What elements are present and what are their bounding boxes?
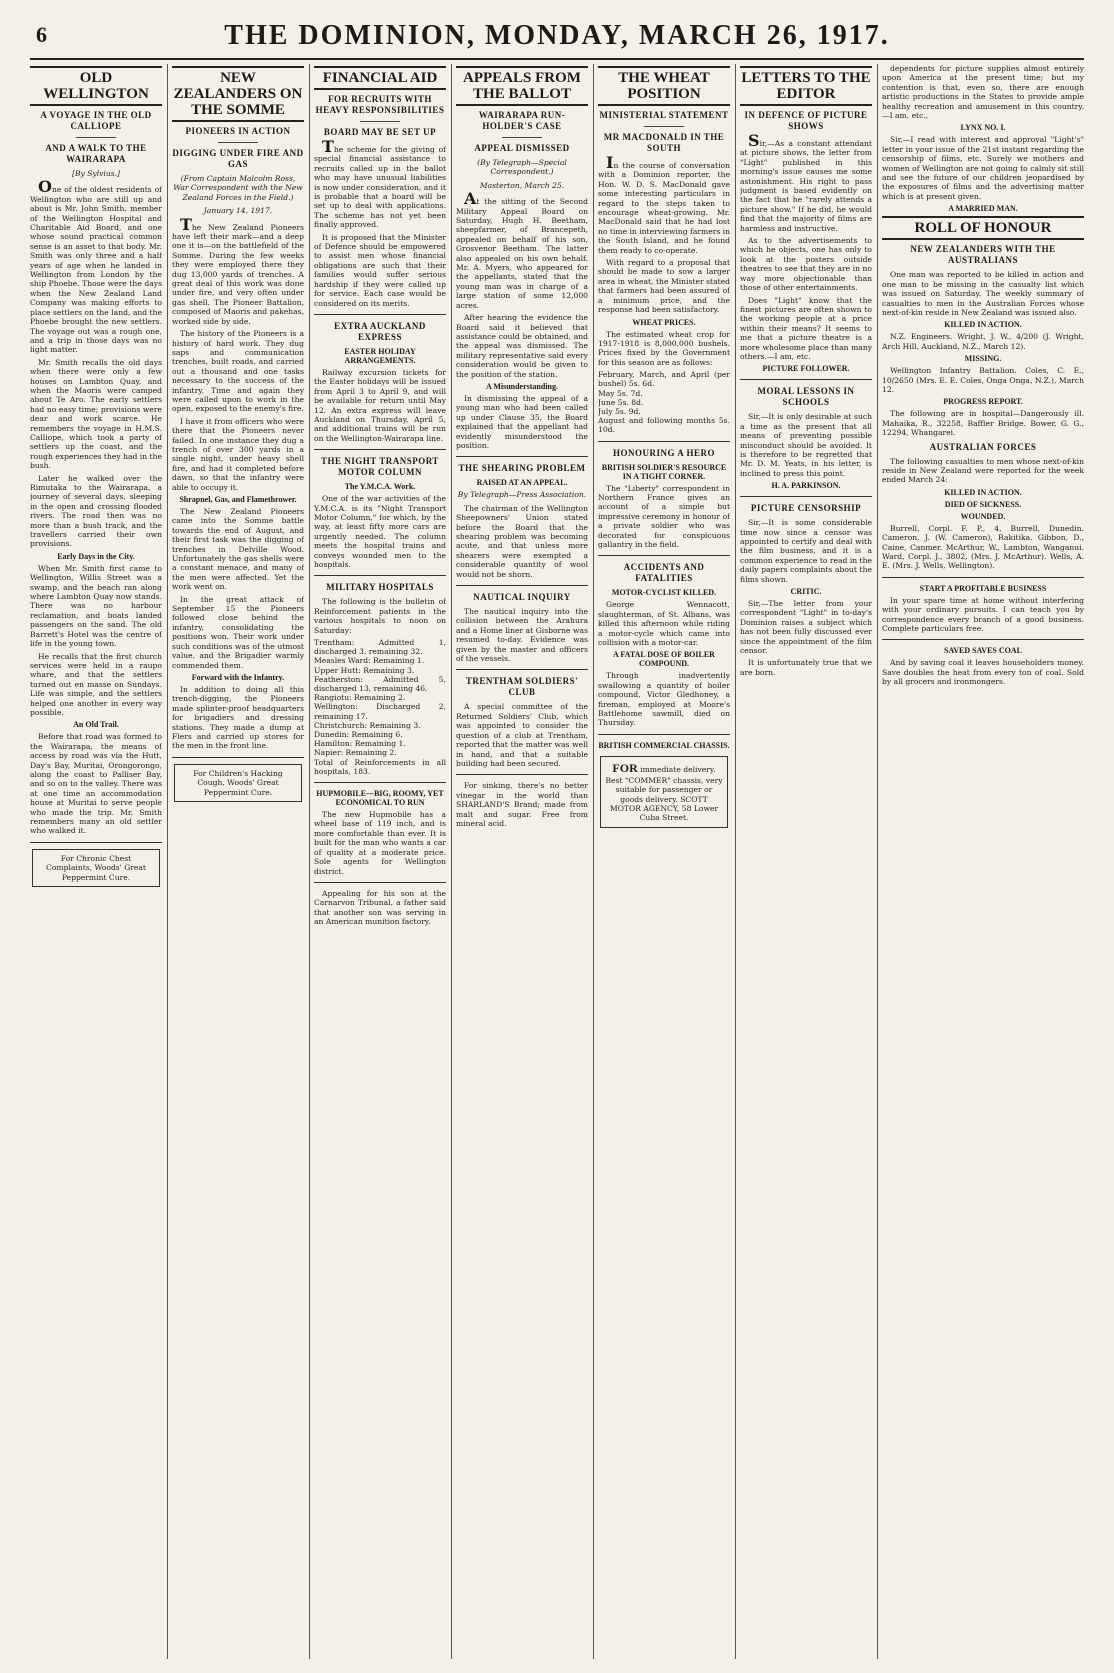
- article-subheadline: DIGGING UNDER FIRE AND GAS: [172, 148, 304, 169]
- column-4: [456, 64, 588, 1659]
- paragraph: One of the war activities of the Y.M.C.A. is its "Night Transport Motor Column," for which, by the way, at least fifty more cars are urgently needed. The column meets the hospital trains and conveys wounded men to the hospitals.: [314, 494, 446, 569]
- list-item: Total of Reinforcements in all hospitals, 183.: [314, 757, 446, 776]
- paragraph: Before that road was formed to the Wairarapa, the means of access by road was via the Hutt, Day's Bay, Muritai, Orongorongo, along the coast to Palliser Bay, and so on to the valley. There was at one time an accommodation house at Muritai to serve people who made the trip. Mr. Smith remembers many an old settler who walked it.: [30, 732, 162, 836]
- article-headline: FINANCIAL AID: [314, 66, 446, 90]
- columns: [30, 64, 1084, 1659]
- paragraph: The history of the Pioneers is a history of hard work. They dug saps and communication trenches, built roads, and carried out a thousand and one tasks necessary to the success of the infantry. Time and again they were called upon to work in the open, exposed to the enemy's fire.: [172, 329, 304, 414]
- article-subheadline: BOARD MAY BE SET UP: [323, 127, 437, 137]
- section-heading: A Misunderstanding.: [485, 381, 559, 391]
- paragraph: Sir,—It is some considerable time now since a censor was appointed to certify and deal with the film business, and it is a common experience to read in the daily papers complaints about the films shown.: [740, 518, 872, 584]
- paragraph: Sir,—It is only desirable at such a time as the present that all means of preventing possible misconduct should be avoided. It is therefore to be regretted that Mr. D. M. Yeats, in his letter, is inclined to press this point.: [740, 412, 872, 478]
- masthead: [30, 18, 1084, 60]
- paragraph: With regard to a proposal that should be made to sow a larger area in wheat, the Minister stated that farmers had been assured of a minimum price, and the response had been satisfactory.: [598, 258, 730, 315]
- divider: [314, 449, 446, 450]
- section-heading: An Old Trail.: [73, 720, 119, 730]
- newspaper-title: THE DOMINION, MONDAY, MARCH 26, 1917.: [224, 20, 890, 51]
- list-item: Christchurch: Remaining 3.: [314, 720, 421, 730]
- paragraph: Later he walked over the Rimutaka to the Wairarapa, a journey of several days, sleeping in the open and crossing flooded rivers. The road then was no more than a bush track, and the travellers carried their own provisions.: [30, 473, 162, 549]
- divider: [456, 669, 588, 670]
- advertisement-headline: SAVED SAVES COAL: [944, 646, 1022, 656]
- paragraph: The following is the bulletin of Reinforcement patients in the various hospitals to noon on Saturday:: [314, 597, 446, 635]
- signature: CRITIC.: [790, 587, 822, 597]
- paragraph: I have it from officers who were there that the Pioneers never failed. In one instance they dug a trench of over 300 yards in a single night, under heavy shell fire, and had it completed before dawn, so that the infantry were able to occupy it.: [172, 416, 304, 492]
- paragraph: For sinking, there's no better vinegar in the world than SHARLAND'S Brand; made from malt and sugar. Free from mineral acid.: [456, 781, 588, 828]
- article-headline: TRENTHAM SOLDIERS' CLUB: [465, 676, 579, 698]
- column-5: [598, 64, 730, 1659]
- paragraph: The nautical inquiry into the collision between the Arahura and a Home liner at Gisborne was resumed to-day. Evidence was given by the master and officers of the vessels.: [456, 607, 588, 664]
- article-subheadline: WAIRARAPA RUN-HOLDER'S CASE: [478, 110, 566, 131]
- section-heading: Forward with the Infantry.: [191, 672, 285, 682]
- article-headline: APPEALS FROM THE BALLOT: [456, 66, 588, 106]
- divider: [598, 555, 730, 556]
- article-subheadline: IN DEFENCE OF PICTURE SHOWS: [744, 110, 868, 131]
- paragraph: In the course of conversation with a Dominion reporter, the Hon. W. D. S. MacDonald gave some interesting particulars in regard to the steps taken to encourage wheat-growing. Mr. MacDonald said that he had lost no time in interviewing farmers in the South Island, and he found them ready to co-operate.: [598, 153, 730, 255]
- section-heading: Shrapnel, Gas, and Flamethrower.: [179, 495, 297, 504]
- advertisement: [600, 756, 728, 828]
- article-headline: MILITARY HOSPITALS: [326, 582, 434, 593]
- list-item: February, March, and April (per bushel) 5s. 6d.: [598, 370, 730, 389]
- paragraph: A special committee of the Returned Soldiers' Club, which was appointed to consider the question of a club at Trentham, reported that the matter was well in hand, and that a suitable building had been secured.: [456, 702, 588, 768]
- paragraph: The new Hupmobile has a wheel base of 119 inch, and is more comfortable than ever. It is built for the man who wants a car of quality at a moderate price. Sole agents for Wellington district.: [314, 810, 446, 876]
- paragraph: Wellington Infantry Battalion. Coles, C. E., 10/2650 (Mrs. E. E. Coles, Onga Onga, N.Z.), March 12.: [882, 366, 1084, 394]
- list-item: July 5s. 9d.: [598, 406, 641, 416]
- paragraph: In addition to doing all this trench-digging, the Pioneers made splinter-proof headquarters for brigadiers and dressing stations. They made a dump at Flers and carried up stores for the men in the front line.: [172, 684, 304, 751]
- paragraph: Through inadvertently swallowing a quantity of boiler compound, Victor Gledhoney, a fireman, employed at Moore's Battlehome sawmill, died on Thursday.: [598, 671, 730, 728]
- list-item: Wellington: Discharged 2, remaining 17.: [314, 702, 446, 721]
- article-subheadline: MOTOR-CYCLIST KILLED.: [611, 588, 717, 598]
- column-7: [882, 64, 1084, 1659]
- byline: By Telegraph—Press Association.: [457, 490, 587, 500]
- article-subheadline: FOR RECRUITS WITH HEAVY RESPONSIBILITIES: [315, 94, 445, 115]
- list-item: Measles Ward: Remaining 1.: [314, 656, 425, 666]
- paragraph: One man was reported to be killed in action and one man to be missing in the casualty list which was issued on Saturday. The weekly summary of casualties to men in the Australian Forces whose next-of-kin reside in New Zealand was issued also.: [882, 270, 1084, 317]
- section-heading: KILLED IN ACTION.: [944, 487, 1022, 497]
- byline: (From Captain Malcolm Ross, War Correspondent with the New Zealand Forces in the Field.): [173, 174, 303, 202]
- section-heading: WOUNDED.: [960, 511, 1006, 521]
- paragraph: N.Z. Engineers. Wright, J. W., 4/200 (J. Wright, Arch Hill, Auckland, N.Z., March 12).: [882, 332, 1084, 351]
- article-subheadline: APPEAL DISMISSED: [474, 143, 570, 153]
- article-subheadline: NEW ZEALANDERS WITH THE AUSTRALIANS: [910, 244, 1056, 266]
- divider: [882, 577, 1084, 578]
- divider: [740, 379, 872, 380]
- divider: [598, 734, 730, 735]
- article-subheadline: PIONEERS IN ACTION: [185, 126, 291, 136]
- list-item: Napier: Remaining 2.: [314, 748, 397, 758]
- article-headline: ACCIDENTS AND FATALITIES: [623, 562, 705, 584]
- paragraph: And by saving coal it leaves householders money. Save doubles the heat from every ton of coal. Sold by all grocers and ironmongers.: [882, 658, 1084, 687]
- paragraph: The New Zealand Pioneers have left their mark—and a deep one it is—on the battlefield of the Somme. During the few weeks they were employed there they dug 13,000 yards of trenches. A great deal of this work was done under fire, and very often under gas shell. The Pioneer Battalion, composed of Maoris and pakehas, worked side by side.: [172, 214, 304, 326]
- article-subheadline: BRITISH SOLDIER'S RESOURCE IN A TIGHT CORNER.: [601, 462, 727, 481]
- section-heading: Early Days in the City.: [57, 551, 135, 561]
- signature: A MARRIED MAN.: [948, 204, 1018, 214]
- article-subheadline: MINISTERIAL STATEMENT: [599, 110, 729, 120]
- ad-initial: FOR: [612, 760, 638, 775]
- article-headline: EXTRA AUCKLAND EXPRESS: [334, 320, 426, 342]
- list-item: August and following months 5s. 10d.: [598, 416, 730, 435]
- section-heading: WHEAT PRICES.: [632, 317, 696, 327]
- article-subheadline: A VOYAGE IN THE OLD CALLIOPE: [40, 110, 152, 131]
- article-subheadline: PICTURE CENSORSHIP: [750, 503, 862, 514]
- article-headline: HONOURING A HERO: [612, 447, 715, 458]
- paragraph: It is proposed that the Minister of Defence should be empowered to assist men whose financial obligations are such that their families would suffer serious hardship if they were called up for service. Each case would be considered on its merits.: [314, 232, 446, 308]
- article-subheadline: MORAL LESSONS IN SCHOOLS: [757, 386, 855, 408]
- divider: [314, 314, 446, 315]
- divider: [740, 496, 872, 497]
- paragraph: After hearing the evidence the Board said it believed that assistance could be obtained, and the appeal was dismissed. The military representative said every consideration would be given to the position of the station.: [456, 313, 588, 379]
- article-headline: HUPMOBILE—BIG, ROOMY, YET ECONOMICAL TO RUN: [316, 789, 444, 808]
- list-item: Trentham: Admitted 1, discharged 3, remaining 32.: [314, 638, 446, 657]
- paragraph: The chairman of the Wellington Sheepowners' Union stated before the Board that the shearing problem was becoming acute, and that unless more shearers were exempted a considerable quantity of wool would not be shorn.: [456, 503, 588, 579]
- article-headline: ROLL OF HONOUR: [882, 216, 1084, 240]
- divider: [456, 456, 588, 457]
- paragraph: In your spare time at home without interfering with your ordinary pursuits. I can teach you by correspondence every branch of a good business. Complete particulars free.: [882, 595, 1084, 634]
- divider: [76, 137, 116, 138]
- article-subheadline: RAISED AT AN APPEAL.: [476, 478, 568, 488]
- section-heading: DIED OF SICKNESS.: [944, 499, 1022, 509]
- divider: [644, 126, 684, 127]
- column-3: [314, 64, 446, 1659]
- article-headline: OLD WELLINGTON: [30, 66, 162, 106]
- divider: [360, 121, 400, 122]
- advertisement: For Children's Hacking Cough, Woods' Great Peppermint Cure.: [174, 764, 302, 802]
- column-rule: [593, 64, 594, 1659]
- divider: [314, 575, 446, 576]
- column-1: [30, 64, 162, 1659]
- list-item: Upper Hutt: Remaining 3.: [314, 665, 415, 675]
- article-headline: THE SHEARING PROBLEM: [458, 463, 586, 474]
- divider: [218, 142, 258, 143]
- dateline: Masterton, March 25.: [479, 180, 565, 190]
- paragraph: He recalls that the first church services were held in a raupo whare, and that the settlers turned out en masse on Sundays. Life was simple, and the settlers helped one another in every way possible.: [30, 651, 162, 717]
- divider: [314, 782, 446, 783]
- article-headline: THE WHEAT POSITION: [598, 66, 730, 106]
- article-subheadline: A FATAL DOSE OF BOILER COMPOUND.: [613, 650, 715, 669]
- divider: [172, 757, 304, 758]
- paragraph: Appealing for his son at the Carnarvon Tribunal, a father said that another son was serving in an American munition factory.: [314, 888, 446, 927]
- divider: [502, 137, 542, 138]
- paragraph: When Mr. Smith first came to Wellington, Willis Street was a swamp, and the beach ran along where Lambton Quay now stands. There was no harbour reclamation, and boats landed passengers on the sand. The old Barrett's Hotel was the centre of life in the young town.: [30, 563, 162, 649]
- paragraph: The scheme for the giving of special financial assistance to recruits called up in the ballot who may have unusual liabilities is now under consideration, and it is probable that a board will be set up to deal with applications. The scheme has not yet been finally approved.: [314, 137, 446, 230]
- advertisement: For Chronic Chest Complaints, Woods' Great Peppermint Cure.: [32, 849, 160, 887]
- paragraph: Does "Light" know that the finest pictures are often shown to the working people at a price within their means? It seems to me that a picture theatre is a more wholesome place than many others.—I am, etc.: [740, 295, 872, 361]
- list-item: Hamilton: Remaining 1.: [314, 739, 406, 749]
- dateline: January 14, 1917.: [203, 206, 273, 216]
- divider: [456, 585, 588, 586]
- list-item: May 5s. 7d.: [598, 388, 643, 398]
- list-item: Dunedin: Remaining 6.: [314, 730, 403, 740]
- paragraph: At the sitting of the Second Military Appeal Board on Saturday, Hugh H. Beetham, sheepfarmer, of Brancepeth, appealed on behalf of his son, Grosvenor Beetham. The latter also appealed on his own behalf. Mr. A. Myers, who appeared for the appellants, stated that the young man was in charge of a large station of some 12,000 acres.: [456, 189, 588, 310]
- paragraph: As to the advertisements to which he objects, one has only to look at the posters outside theatres to see that they are in no way more objectionable than those of other entertainments.: [740, 236, 872, 293]
- hospital-list: [314, 638, 446, 776]
- price-list: [598, 370, 730, 434]
- paragraph: Sir,—As a constant attendant at picture shows, the letter from "Light" published in this morning's issue causes me some astonishment. His right to pass judgment is based evidently on the fact that he "rarely attends a picture show." If he did, he would find that the majority of films are harmless and instructive.: [740, 131, 872, 233]
- article-headline: AUSTRALIAN FORCES: [929, 441, 1037, 452]
- list-item: Rangiotu: Remaining 2.: [314, 693, 406, 703]
- divider: [30, 842, 162, 843]
- paragraph: Sir,—I read with interest and approval "Light's" letter in your issue of the 21st instant regarding the censorship of films, etc. Surely we mothers and women of Wellington are not going to calmly sit still and see the future of our children jeopardised by the exposures of films and the advertising matter which is at present given.: [882, 135, 1084, 201]
- paragraph: dependents for picture supplies almost entirely upon America at the present time; but my contention is that, even so, there are enough artistic productions in the States to provide ample healthy recreation and amusement in this country.—I am, etc.,: [882, 64, 1084, 121]
- paragraph: Burrell, Corpl. F. P., 4, Burrell, Dunedin. Cameron, J. (W. Cameron), Rakitika. Gibbon, D., Caine, Canmer. McArthur, W., Lambton, Wanganui. Ward, Corpl. J., 3802, (Mrs. J. McArthur). Wells, A. E. (Mrs. J. Wells, Wellington).: [882, 523, 1084, 571]
- signature: PICTURE FOLLOWER.: [762, 364, 850, 374]
- list-item: June 5s. 8d.: [598, 397, 644, 407]
- article-headline: BRITISH COMMERCIAL CHASSIS.: [598, 740, 730, 750]
- divider: [598, 441, 730, 442]
- byline: (By Telegraph—Special Correspondent.): [477, 158, 567, 177]
- column-rule: [877, 64, 878, 1659]
- signature: LYNX NO. I.: [960, 123, 1006, 133]
- article-subheadline: The Y.M.C.A. Work.: [344, 482, 416, 492]
- column-6: [740, 64, 872, 1659]
- page-number: 6: [36, 22, 47, 47]
- article-headline: THE NIGHT TRANSPORT MOTOR COLUMN: [321, 456, 439, 478]
- article-subheadline: AND A WALK TO THE WAIRARAPA: [45, 143, 147, 164]
- column-rule: [309, 64, 310, 1659]
- divider: [456, 774, 588, 775]
- column-rule: [167, 64, 168, 1659]
- article-headline: NAUTICAL INQUIRY: [473, 592, 571, 603]
- paragraph: Mr. Smith recalls the old days when there were only a few houses on Lambton Quay, and when the Maoris were camped about Te Aro. The early settlers had no easy time; provisions were dear and work scarce. He remembers the voyage in H.M.S. Calliope, which took a party of settlers up the coast, and the rough experiences they had in the bush.: [30, 357, 162, 471]
- paragraph: In dismissing the appeal of a young man who had been called up under Clause 35, the Board explained that the appellant had evidently misunderstood the position.: [456, 393, 588, 450]
- divider: [882, 639, 1084, 640]
- paragraph: It is unfortunately true that we are born.: [740, 658, 872, 677]
- byline: [By Sylvius.]: [71, 169, 121, 178]
- article-subheadline: MR MACDONALD IN THE SOUTH: [603, 132, 725, 153]
- paragraph: The following casualties to men whose next-of-kin reside in New Zealand were reported for the week ended March 24:: [882, 456, 1084, 485]
- column-rule: [735, 64, 736, 1659]
- list-item: Featherston: Admitted 5, discharged 13, remaining 46.: [314, 674, 446, 694]
- column-2: [172, 64, 304, 1659]
- paragraph: George Wennacott, slaughterman, of St. Albans, was killed this afternoon while riding a motor-cycle which came into collision with a motor-car.: [598, 600, 730, 648]
- article-subheadline: EASTER HOLIDAY ARRANGEMENTS.: [344, 346, 416, 365]
- paragraph: One of the oldest residents of Wellington who are still up and about is Mr. John Smith, member of the Wellington Hospital and Charitable Aid Board, and one whose sound practical common sense is an asset to that body. Mr. Smith was only three and a half years of age when he landed in Wellington from London by the ship Phoebe. Those were the days when the New Zealand Land Company was making efforts to place settlers on the land, and the Phoebe brought the new settlers. The voyage out was a rough one, and a trip in those days was no light matter.: [30, 177, 162, 355]
- ad-text: immediate delivery. Best "COMMER" chassis, very suitable for passenger or goods delivery. SCOTT MOTOR AGENCY, 58 Lower Cuba Street.: [605, 764, 723, 823]
- article-headline: NEW ZEALANDERS ON THE SOMME: [172, 66, 304, 122]
- paragraph: The "Liberty" correspondent in Northern France gives an account of a simple but impressive ceremony in honour of a private soldier who was decorated for conspicuous gallantry in the field.: [598, 483, 730, 549]
- paragraph: Railway excursion tickets for the Easter holidays will be issued from April 3 to April 9, and will be available for return until May 12. An extra express will leave Auckland on Thursday, April 5, and additional trains will be run on the Wellington-Wairarapa line.: [314, 367, 446, 443]
- paragraph: The following are in hospital—Dangerously ill. Mahaika, R., 32258, Baffler Bridge. Bower, G. G., 12294, Whangarei.: [882, 409, 1084, 438]
- signature: H. A. PARKINSON.: [771, 481, 841, 491]
- paragraph: The estimated wheat crop for 1917-1918 is 8,000,000 bushels. Prices fixed by the Government for this season are as follows:: [598, 329, 730, 367]
- paragraph: The New Zealand Pioneers came into the Somme battle towards the end of August, and their first task was the digging of trenches in Delville Wood. Unfortunately the gas shells were a constant menace, and many of the men were affected. Yet the work went on.: [172, 507, 304, 592]
- paragraph: Sir,—The letter from your correspondent "Light" in to-day's Dominion raises a subject which has not been fully discussed ever since the appointment of the film censor.: [740, 599, 872, 656]
- article-headline: LETTERS TO THE EDITOR: [740, 66, 872, 106]
- divider: [314, 882, 446, 883]
- section-heading: PROGRESS REPORT.: [943, 397, 1023, 407]
- advertisement-headline: START A PROFITABLE BUSINESS: [919, 583, 1047, 593]
- section-heading: MISSING.: [964, 354, 1002, 364]
- paragraph: In the great attack of September 15 the Pioneers followed close behind the infantry, consolidating the positions won. Their work under such conditions was of the utmost value, and the Brigadier warmly commended them.: [172, 594, 304, 670]
- section-heading: KILLED IN ACTION.: [944, 320, 1022, 330]
- column-rule: [451, 64, 452, 1659]
